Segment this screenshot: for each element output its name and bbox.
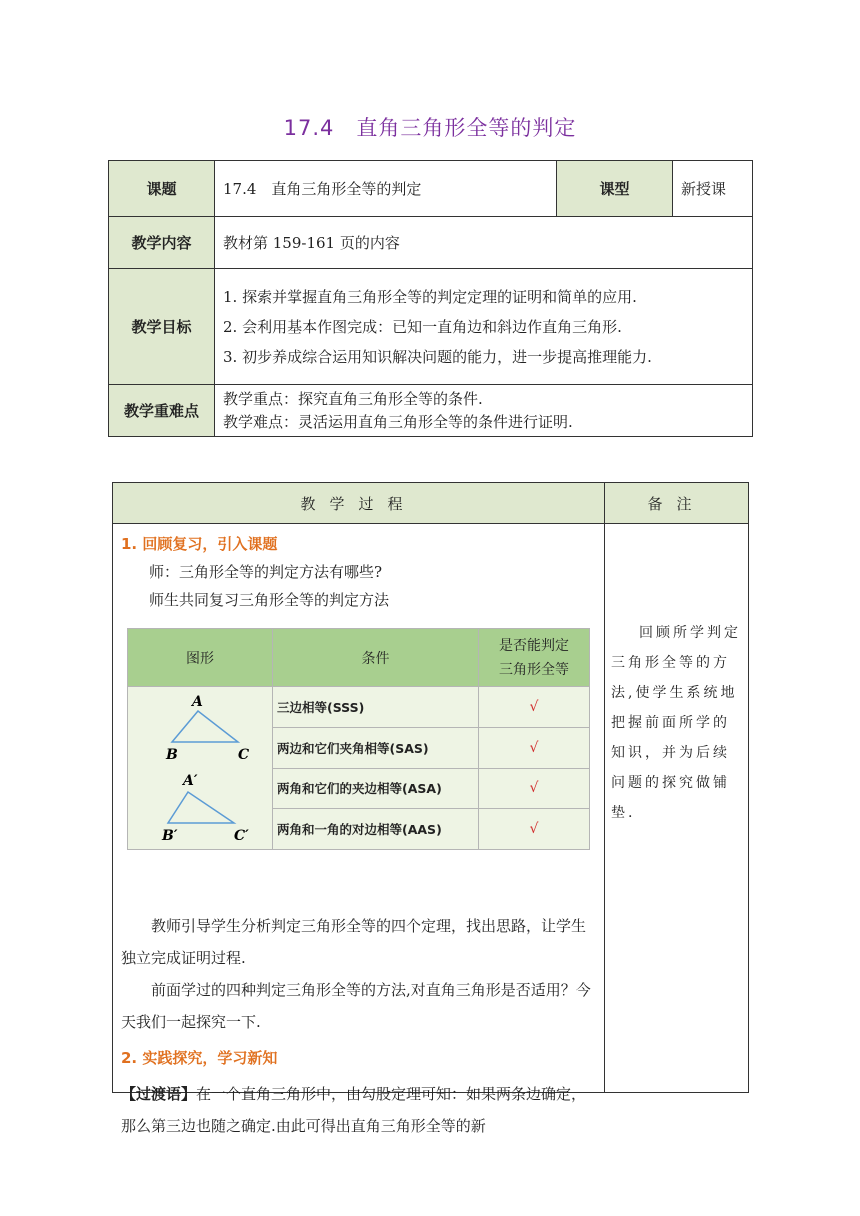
transition-text: 在一个直角三角形中，由勾股定理可知：如果两条边确定，那么第三边也随之确定.由此可得出直角三角形全等的新 xyxy=(121,1085,587,1135)
difficulty-list xyxy=(215,385,753,437)
difficult-point: 教学难点：灵活运用直角三角形全等的条件进行证明. xyxy=(223,412,573,431)
section-1-title: 1. 回顾复习，引入课题 xyxy=(121,535,278,553)
label-b: B xyxy=(166,747,178,763)
goal-item: 2. 会利用基本作图完成：已知一直角边和斜边作直角三角形. xyxy=(223,317,622,336)
check-mark: √ xyxy=(479,768,590,809)
col-result-line: 三角形全等 xyxy=(499,661,569,678)
label-a: A xyxy=(192,694,203,710)
content-value: 教材第 159-161 页的内容 xyxy=(215,217,753,269)
goals-label: 教学目标 xyxy=(109,269,215,385)
paragraph: 师：三角形全等的判定方法有哪些? xyxy=(149,563,383,581)
label-a-prime: A′ xyxy=(183,773,198,789)
page-title: 17.4 直角三角形全等的判定 xyxy=(283,116,577,140)
check-mark: √ xyxy=(479,687,590,728)
difficulty-label: 教学重难点 xyxy=(109,385,215,437)
section-1 xyxy=(121,530,389,614)
content-label: 教学内容 xyxy=(109,217,215,269)
key-point: 教学重点：探究直角三角形全等的条件. xyxy=(223,389,483,408)
process-content xyxy=(113,524,605,1135)
paragraph: 教师引导学生分析判定三角形全等的四个定理，找出思路，让学生独立完成证明过程. xyxy=(121,917,587,967)
section-2-title: 2. 实践探究，学习新知 xyxy=(121,1049,278,1067)
triangle-figures xyxy=(128,687,273,850)
note-text: 回顾所学判定三角形全等的方法,使学生系统地把握前面所学的知识，并为后续问题的探究做铺垫. xyxy=(611,625,741,821)
triangles-diagram xyxy=(128,687,273,845)
goal-item: 1. 探索并掌握直角三角形全等的判定定理的证明和简单的应用. xyxy=(223,287,637,306)
goal-item: 3. 初步养成综合运用知识解决问题的能力，进一步提高推理能力. xyxy=(223,347,652,366)
triangle-abc xyxy=(172,711,238,742)
condition-asa: 两角和它们的夹边相等(ASA) xyxy=(273,768,479,809)
paragraph: 前面学过的四种判定三角形全等的方法,对直角三角形是否适用？今天我们一起探究一下. xyxy=(121,981,591,1031)
congruence-conditions-table xyxy=(127,628,590,850)
col-condition: 条件 xyxy=(273,629,479,687)
topic-value: 17.4 直角三角形全等的判定 xyxy=(215,161,557,217)
paragraph: 师生共同复习三角形全等的判定方法 xyxy=(149,591,390,609)
transition-tag: 【过渡语】 xyxy=(121,1085,197,1103)
type-label: 课型 xyxy=(557,161,673,217)
note-column xyxy=(605,524,749,1093)
condition-aas: 两角和一角的对边相等(AAS) xyxy=(273,809,479,850)
goals-list xyxy=(215,269,753,385)
col-result xyxy=(479,629,590,687)
label-c-prime: C′ xyxy=(234,828,249,844)
lesson-info-table xyxy=(108,160,753,437)
type-value: 新授课 xyxy=(673,161,753,217)
section-1-cont xyxy=(121,910,599,1142)
paragraph xyxy=(121,1078,599,1142)
col-figure: 图形 xyxy=(128,629,273,687)
check-mark: √ xyxy=(479,727,590,768)
process-header: 教学过程 xyxy=(113,483,605,524)
process-table xyxy=(112,482,749,1135)
note-header: 备注 xyxy=(605,483,749,524)
condition-sss: 三边相等(SSS) xyxy=(273,687,479,728)
triangle-abc-prime xyxy=(168,792,234,823)
col-result-line: 是否能判定 xyxy=(499,637,569,654)
check-mark: √ xyxy=(479,809,590,850)
condition-sas: 两边和它们夹角相等(SAS) xyxy=(273,727,479,768)
label-c: C xyxy=(238,747,250,763)
topic-label: 课题 xyxy=(109,161,215,217)
label-b-prime: B′ xyxy=(162,828,178,844)
